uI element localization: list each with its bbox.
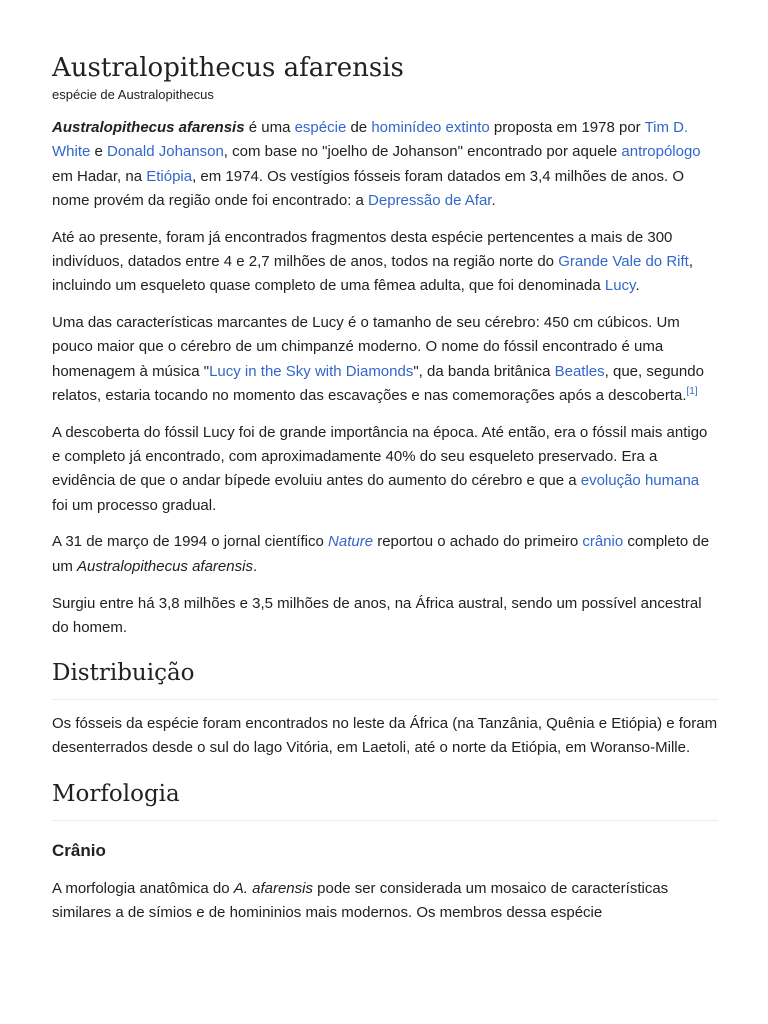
link-tim-white[interactable]: Tim D. White	[52, 119, 689, 161]
page-subtitle: espécie de Australopithecus	[52, 87, 214, 102]
paragraph-intro: Australopithecus afarensis é uma espécie de hominídeo extinto proposta em 1978 por Tim D. White e Donald Johanson, com base no "joelho de Johanson" encontrado por aquele antropólogo em Hadar, na Etiópia, em 1974. Os vestígios fósseis foram datados em 3,4 milhões de anos. O nome provém da região onde foi encontrado: a Depressão de Afar.	[52, 119, 701, 209]
paragraph-morfologia: A morfologia anatômica do A. afarensis pode ser considerada um mosaico de características similares a de símios e de homininios mais modernos. Os membros dessa espécie	[52, 879, 669, 922]
link-depressao-de-afar[interactable]: Depressão de Afar	[368, 191, 492, 209]
section-heading-morfologia: Morfologia	[52, 779, 718, 821]
subsection-heading-cranio: Crânio	[52, 840, 106, 860]
article-content	[52, 50, 718, 938]
link-evolucao-humana[interactable]: evolução humana	[580, 472, 700, 490]
link-lucy-in-the-sky[interactable]: Lucy in the Sky with Diamonds	[209, 362, 414, 380]
paragraph-origem: Surgiu entre há 3,8 milhões e 3,5 milhões de anos, na África austral, sendo um possível ancestral do homem.	[52, 594, 702, 636]
link-nature[interactable]: Nature	[328, 533, 374, 551]
link-lucy[interactable]: Lucy	[604, 277, 636, 295]
link-beatles[interactable]: Beatles	[554, 362, 605, 380]
page-title: Australopithecus afarensis	[52, 53, 404, 83]
link-grande-vale-do-rift[interactable]: Grande Vale do Rift	[558, 252, 689, 270]
species-name-bold: Australopithecus afarensis	[52, 119, 245, 136]
reference-1-link[interactable]: [1]	[686, 385, 698, 397]
link-donald-johanson[interactable]: Donald Johanson	[107, 143, 224, 161]
link-etiopia[interactable]: Etiópia	[146, 167, 193, 185]
link-hominideo-extinto[interactable]: hominídeo extinto	[371, 119, 490, 136]
link-especie[interactable]: espécie	[294, 119, 347, 136]
link-antropologo[interactable]: antropólogo	[621, 143, 701, 161]
paragraph-nature: A 31 de março de 1994 o jornal científico Nature reportou o achado do primeiro crânio completo de um Australopithecus afarensis.	[52, 533, 710, 575]
paragraph-cerebro: Uma das características marcantes de Lucy é o tamanho de seu cérebro: 450 cm cúbicos. Um pouco maior que o cérebro de um chimpanzé moderno. O nome do fóssil encontrado é uma homenagem à música "Lucy in the Sky with Diamonds", da banda britânica Beatles, que, segundo relatos, estaria tocando no momento das escavações e nas comemorações após a descoberta.[1]	[52, 314, 704, 404]
paragraph-importancia: A descoberta do fóssil Lucy foi de grande importância na época. Até então, era o fóssil mais antigo e completo já encontrado, com aproximadamente 40% do seu esqueleto preservado. Era a evidência de que o andar bípede evoluiu antes do aumento do cérebro e que a evolução humana foi um processo gradual.	[52, 423, 708, 514]
link-cranio[interactable]: crânio	[582, 533, 624, 551]
section-heading-distribuicao: Distribuição	[52, 658, 718, 700]
paragraph-distribuicao: Os fósseis da espécie foram encontrados no leste da África (na Tanzânia, Quênia e Etiópia) e foram desenterrados desde o sul do lago Vitória, em Laetoli, até o norte da Etiópia, em Woranso-Mille.	[52, 715, 718, 757]
paragraph-fragmentos: Até ao presente, foram já encontrados fragmentos desta espécie pertencentes a mais de 300 indivíduos, datados entre 4 e 2,7 milhões de anos, todos na região norte do Grande Vale do Rift, incluindo um esqueleto quase completo de uma fêmea adulta, que foi denominada Lucy.	[52, 228, 693, 295]
